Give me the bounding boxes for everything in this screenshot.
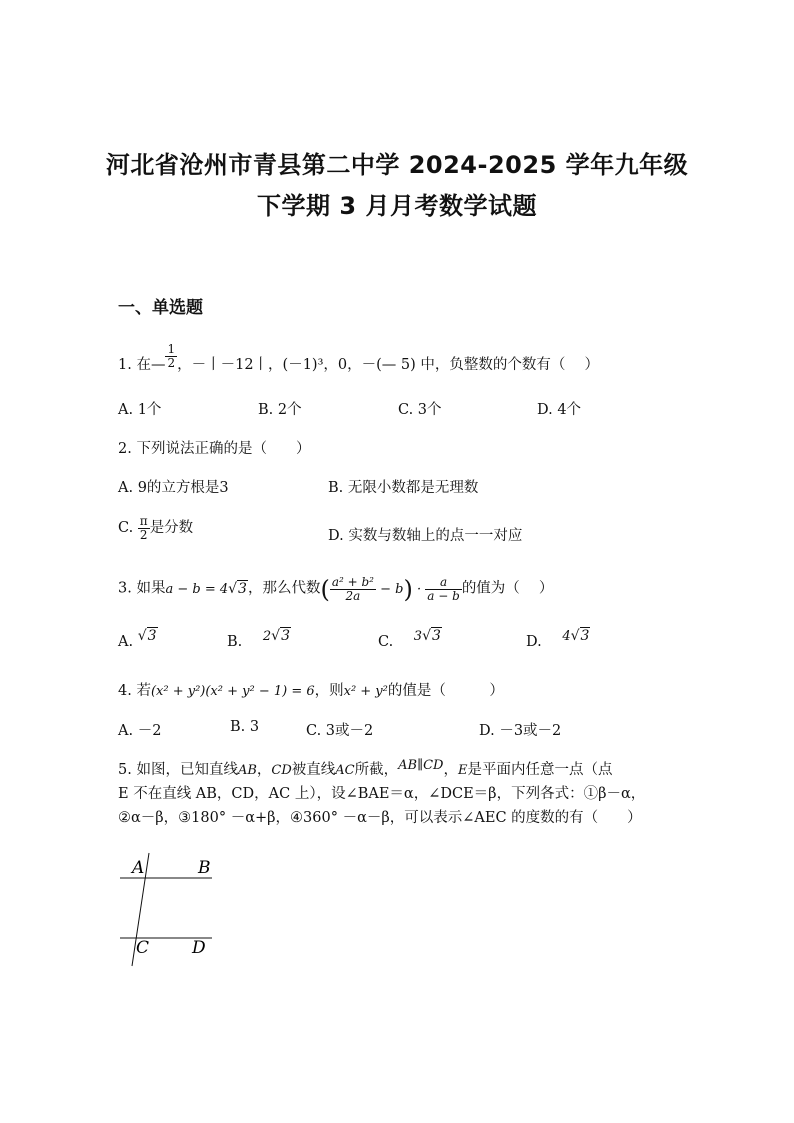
q3-option-a-math: √3 bbox=[137, 628, 157, 644]
q3-option-c-math: 3√3 bbox=[413, 628, 441, 644]
q3-condition-radicand: 3 bbox=[238, 580, 247, 597]
question-5-line2: E 不在直线 AB，CD，AC 上），设∠BAE＝α，∠DCE＝β，下列各式：①β－α， bbox=[118, 786, 646, 802]
q3-option-c-coef: 3 bbox=[413, 629, 423, 644]
q4-option-c: C. 3或－2 bbox=[306, 723, 374, 739]
label-c: C bbox=[136, 938, 150, 958]
q3-expr-minus: − b bbox=[380, 581, 404, 597]
q3-option-d-coef: 4 bbox=[562, 629, 571, 644]
q3-expression bbox=[320, 574, 461, 603]
q3-expr-num: a² + b² bbox=[331, 574, 374, 589]
page-title-line2: 下学期 3 月月考数学试题 bbox=[257, 192, 537, 220]
question-1-stem bbox=[118, 342, 599, 378]
q3-option-d bbox=[526, 628, 590, 650]
q5-ac: AC bbox=[335, 763, 355, 778]
question-5-line1 bbox=[118, 758, 612, 779]
q1-option-d: D. 4个 bbox=[537, 402, 582, 418]
question-5-line3: ②α－β，③180° －α+β，④360° －α－β，可以表示∠AEC 的度数的有（ ） bbox=[118, 810, 642, 826]
q5-line1-c: 所截， bbox=[354, 762, 399, 778]
q2-option-d: D. 实数与数轴上的点一一对应 bbox=[328, 528, 523, 544]
q5-parallel: AB∥CD bbox=[398, 758, 444, 773]
q3-option-d-radicand: 3 bbox=[580, 628, 590, 644]
q3-expr-fraction bbox=[330, 576, 376, 602]
q4-expression: (x² + y²)(x² + y² − 1) = 6 bbox=[150, 684, 315, 699]
q4-text-after: 的值是（ ） bbox=[387, 683, 504, 699]
q3-option-b bbox=[227, 628, 291, 650]
q2-option-c-prefix: C. bbox=[118, 520, 138, 537]
q5-line1-b: 被直线 bbox=[291, 762, 336, 778]
q3-paren-close: ) bbox=[403, 575, 413, 603]
q2-option-c-den: 2 bbox=[139, 527, 148, 542]
q1-frac-num: 1 bbox=[167, 342, 176, 356]
q3-option-d-label: D. bbox=[526, 634, 542, 650]
q3-option-a-radicand: 3 bbox=[147, 628, 157, 644]
q1-option-a: A. 1个 bbox=[118, 402, 162, 418]
q2-option-c-num: π bbox=[139, 514, 148, 528]
q3-option-b-radicand: 3 bbox=[281, 628, 290, 644]
q3-expr2-num: a bbox=[425, 576, 462, 590]
q3-condition bbox=[165, 582, 248, 597]
q2-option-c-fraction bbox=[138, 515, 150, 541]
q3-expr-den: 2a bbox=[345, 588, 361, 603]
q1-option-c: C. 3个 bbox=[398, 402, 442, 418]
q5-comma1: ， bbox=[256, 762, 272, 778]
q2-option-b: B. 无限小数都是无理数 bbox=[328, 480, 479, 496]
q4-expression2: x² + y² bbox=[343, 684, 388, 699]
question-3-stem bbox=[118, 575, 553, 603]
q3-option-b-label: B. bbox=[227, 634, 243, 650]
q3-option-d-math: 4√3 bbox=[562, 628, 590, 644]
q4-text-middle: ，则 bbox=[314, 683, 344, 699]
q3-expr2-fraction bbox=[425, 576, 462, 602]
q2-option-c-suffix: 是分数 bbox=[149, 520, 194, 537]
q1-text-after: ，－丨－12丨，(－1)³，0，－(— 5) 中，负整数的个数有（ ） bbox=[177, 357, 599, 374]
q5-e: E bbox=[457, 763, 468, 778]
q3-condition-sqrt: √3 bbox=[228, 580, 247, 597]
q4-text-before: 4. 若 bbox=[118, 683, 151, 699]
q3-option-c bbox=[378, 628, 442, 650]
q2-option-a: A. 9的立方根是3 bbox=[118, 480, 229, 496]
q3-option-c-radicand: 3 bbox=[432, 628, 441, 644]
parallel-lines-figure bbox=[112, 848, 222, 973]
q3-text-after: 的值为（ ） bbox=[461, 580, 554, 597]
q3-text-before: 3. 如果 bbox=[118, 580, 166, 597]
q5-line1-d: ， bbox=[443, 762, 458, 778]
q4-option-a: A. －2 bbox=[118, 723, 162, 739]
q5-line1-e: 是平面内任意一点（点 bbox=[467, 762, 613, 778]
label-d: D bbox=[192, 938, 206, 958]
q1-frac-den: 2 bbox=[167, 355, 176, 370]
question-2-stem: 2. 下列说法正确的是（ ） bbox=[118, 441, 311, 457]
q3-expr2-den: a − b bbox=[427, 588, 460, 603]
label-b: B bbox=[198, 858, 211, 878]
q1-option-b: B. 2个 bbox=[258, 402, 302, 418]
q3-option-b-coef: 2 bbox=[262, 629, 272, 644]
q2-option-c bbox=[118, 515, 193, 541]
label-a: A bbox=[132, 858, 145, 878]
q3-option-c-label: C. bbox=[378, 634, 394, 650]
q3-paren-open: ( bbox=[320, 575, 330, 603]
q5-cd: CD bbox=[271, 763, 292, 778]
q3-option-b-math: 2√3 bbox=[262, 628, 290, 644]
page-title-line1: 河北省沧州市青县第二中学 2024-2025 学年九年级 bbox=[105, 151, 689, 179]
q3-expr-dot: · bbox=[417, 581, 422, 597]
q5-line1-a: 5. 如图，已知直线 bbox=[118, 762, 238, 778]
q3-option-a bbox=[118, 628, 158, 650]
q1-fraction bbox=[165, 343, 177, 369]
section-heading: 一、单选题 bbox=[118, 298, 203, 318]
q3-condition-left: a − b = 4 bbox=[165, 581, 229, 597]
q4-option-d: D. －3或－2 bbox=[479, 723, 562, 739]
question-4-stem bbox=[118, 679, 504, 700]
q1-text-before: 1. 在— bbox=[118, 357, 166, 374]
q5-ab: AB bbox=[237, 763, 257, 778]
q3-text-middle: ，那么代数 bbox=[247, 580, 321, 597]
q3-option-a-label: A. bbox=[118, 634, 134, 650]
q4-option-b: B. 3 bbox=[230, 719, 260, 735]
